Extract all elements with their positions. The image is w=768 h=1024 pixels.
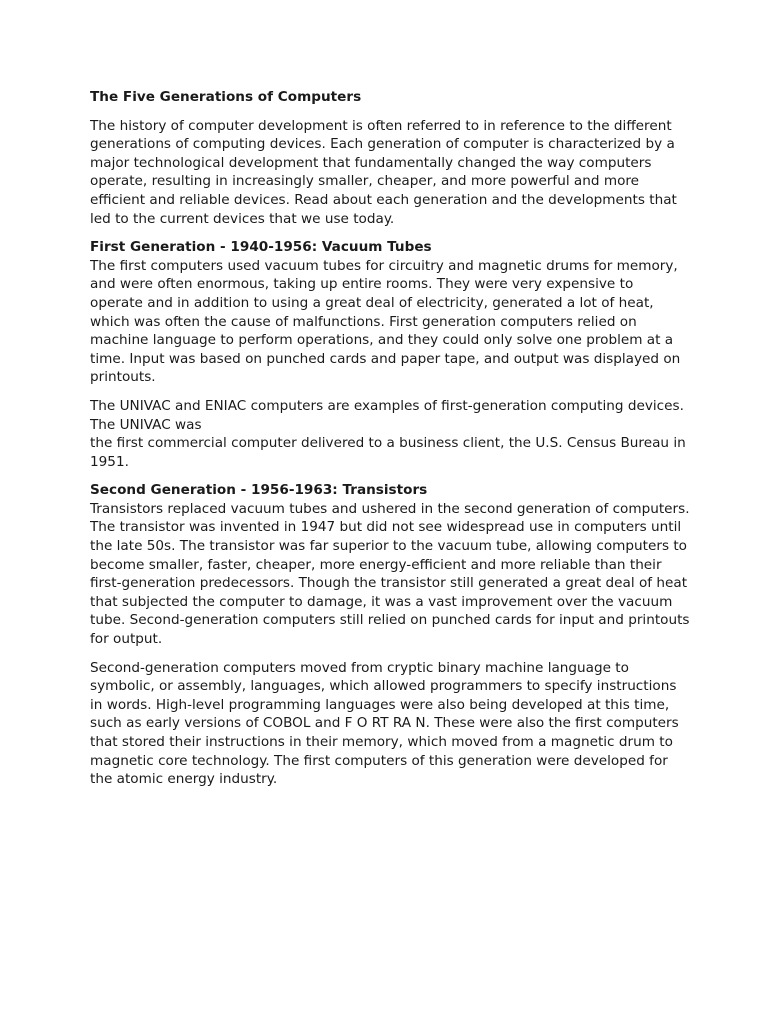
section-heading: Second Generation - 1956-1963: Transistors <box>90 482 428 499</box>
intro-paragraph: The history of computer development is often referred to in reference to the different generations of computing devices. Each generation of computer is characterized by a major technological development that fundamentally changed the way computers operate, resulting in increasingly smaller, cheaper, and more powerful and more efficient and reliable devices. Read about each generation and the developments that led to the current devices that we use today. <box>90 117 677 227</box>
body-paragraph: The UNIVAC and ENIAC computers are examples of first-generation computing devices. The UNIVAC was the first commercial computer delivered to a business client, the U.S. Census Bureau in 1951. <box>90 397 686 470</box>
document-title: The Five Generations of Computers <box>90 89 362 105</box>
body-paragraph: The first computers used vacuum tubes for circuitry and magnetic drums for memory, and were often enormous, taking up entire rooms. They were very expensive to operate and in addition to using a great deal of electricity, generated a lot of heat, which was often the cause of malfunctions. First generation computers relied on machine language to perform operations, and they could only solve one problem at a time. Input was based on punched cards and paper tape, and output was displayed on printouts. <box>90 257 681 386</box>
body-paragraph: Transistors replaced vacuum tubes and ushered in the second generation of computers. The transistor was invented in 1947 but did not see widespread use in computers until the late 50s. The transistor was far superior to the vacuum tube, allowing computers to become smaller, faster, cheaper, more energy-efficient and more reliable than their first-generation predecessors. Though the transistor still generated a great deal of heat that subjected the computer to damage, it was a vast improvement over the vacuum tube. Second-generation computers still relied on punched cards for input and printouts for output. <box>90 500 690 648</box>
section-second-generation <box>90 481 690 789</box>
section-first-generation <box>90 238 690 471</box>
document-page <box>90 88 690 799</box>
section-heading: First Generation - 1940-1956: Vacuum Tubes <box>90 239 432 256</box>
body-paragraph: Second-generation computers moved from cryptic binary machine language to symbolic, or assembly, languages, which allowed programmers to specify instructions in words. High-level programming languages were also being developed at this time, such as early versions of COBOL and F O RT RA N. These were also the first computers that stored their instructions in their memory, which moved from a magnetic drum to magnetic core technology. The first computers of this generation were developed for the atomic energy industry. <box>90 659 679 788</box>
